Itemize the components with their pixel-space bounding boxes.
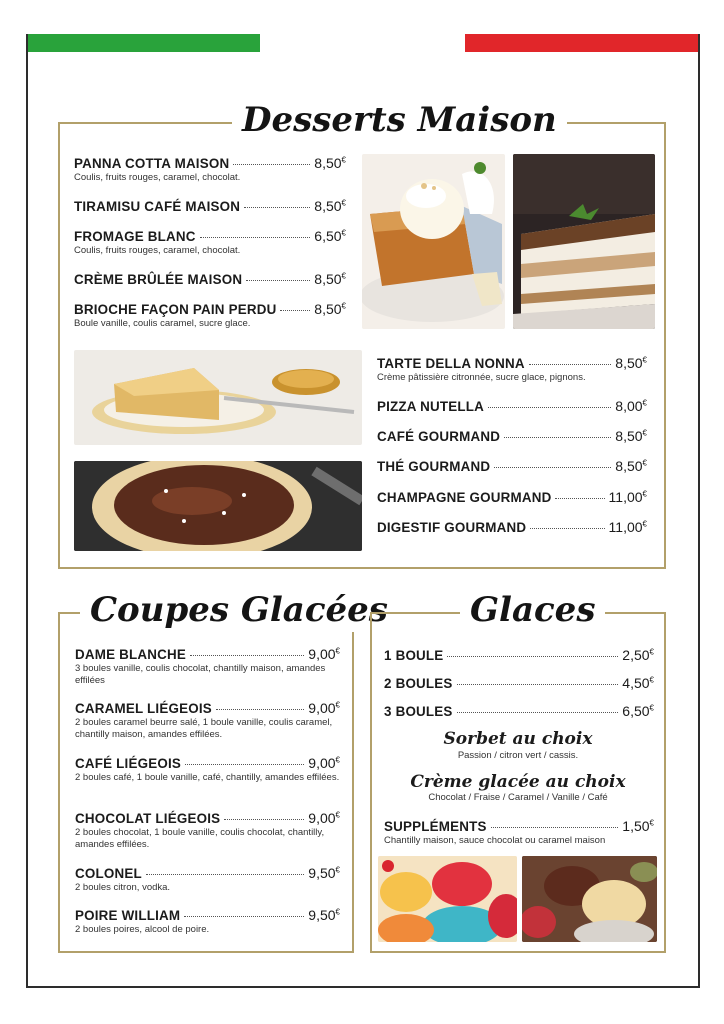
item-name: CRÈME BRÛLÉE MAISON bbox=[74, 272, 243, 287]
item-price: 9,00€ bbox=[308, 646, 340, 662]
item-name: CAFÉ LIÉGEOIS bbox=[75, 756, 182, 771]
menu-item bbox=[74, 301, 346, 330]
creme-title: Crème glacée au choix bbox=[410, 772, 626, 792]
menu-item bbox=[377, 398, 647, 414]
item-price: 11,00€ bbox=[608, 519, 647, 535]
photo-tiramisu bbox=[513, 154, 655, 329]
menu-item bbox=[75, 646, 340, 687]
item-name: 3 BOULES bbox=[384, 704, 453, 719]
item-price: 8,00€ bbox=[615, 398, 647, 414]
item-name: CHOCOLAT LIÉGEOIS bbox=[75, 811, 221, 826]
item-name: 2 BOULES bbox=[384, 676, 453, 691]
menu-item bbox=[384, 675, 654, 691]
menu-item bbox=[377, 489, 647, 505]
item-name: SUPPLÉMENTS bbox=[384, 819, 487, 834]
item-price: 9,00€ bbox=[308, 700, 340, 716]
item-price: 8,50€ bbox=[314, 155, 346, 171]
menu-item bbox=[384, 647, 654, 663]
item-name: DAME BLANCHE bbox=[75, 647, 187, 662]
item-name: 1 BOULE bbox=[384, 648, 444, 663]
item-desc: Boule vanille, coulis caramel, sucre glace. bbox=[74, 318, 251, 329]
item-desc: 2 boules café, 1 boule vanille, café, chantilly, amandes effilées. bbox=[75, 772, 340, 783]
item-price: 9,00€ bbox=[308, 810, 340, 826]
item-price: 8,50€ bbox=[615, 355, 647, 371]
photo-tarte-della-nonna bbox=[74, 350, 362, 445]
item-price: 6,50€ bbox=[314, 228, 346, 244]
item-price: 9,00€ bbox=[308, 755, 340, 771]
item-price: 9,50€ bbox=[308, 865, 340, 881]
item-price: 11,00€ bbox=[608, 489, 647, 505]
menu-item bbox=[75, 865, 340, 894]
menu-item bbox=[377, 428, 647, 444]
menu-item bbox=[74, 271, 346, 287]
item-desc: Chantilly maison, sauce chocolat ou caramel maison bbox=[384, 835, 606, 846]
item-name: POIRE WILLIAM bbox=[75, 908, 181, 923]
item-name: CARAMEL LIÉGEOIS bbox=[75, 701, 212, 716]
item-name: CHAMPAGNE GOURMAND bbox=[377, 490, 552, 505]
item-desc: 2 boules caramel beurre salé, 1 boule vanille, coulis caramel, chantilly maison, amandes effilées. bbox=[75, 717, 333, 740]
sorbet-title: Sorbet au choix bbox=[443, 729, 593, 749]
item-name: PANNA COTTA MAISON bbox=[74, 156, 230, 171]
item-name: TARTE DELLA NONNA bbox=[377, 356, 525, 371]
menu-item bbox=[377, 355, 647, 384]
menu-item bbox=[74, 155, 346, 184]
photo-pizza-nutella bbox=[74, 461, 362, 551]
menu-item bbox=[377, 458, 647, 474]
menu-item bbox=[75, 700, 340, 741]
item-name: TIRAMISU CAFÉ MAISON bbox=[74, 199, 241, 214]
creme-flavours: Chocolat / Fraise / Caramel / Vanille / Café bbox=[428, 792, 608, 803]
item-desc: 3 boules vanille, coulis chocolat, chantilly maison, amandes effilées bbox=[75, 663, 326, 686]
item-name: FROMAGE BLANC bbox=[74, 229, 196, 244]
item-price: 8,50€ bbox=[314, 301, 346, 317]
item-price: 6,50€ bbox=[622, 703, 654, 719]
item-price: 8,50€ bbox=[314, 271, 346, 287]
photo-ice-cream-scoops bbox=[522, 856, 657, 942]
sorbet-flavours: Passion / citron vert / cassis. bbox=[457, 750, 579, 761]
item-price: 8,50€ bbox=[615, 428, 647, 444]
item-name: COLONEL bbox=[75, 866, 142, 881]
desserts-title: Desserts Maison bbox=[232, 98, 567, 142]
menu-item bbox=[74, 198, 346, 214]
photo-brioche-ice-cream bbox=[362, 154, 505, 329]
item-desc: 2 boules poires, alcool de poire. bbox=[75, 924, 210, 935]
glaces-title: Glaces bbox=[460, 588, 605, 632]
item-desc: 2 boules citron, vodka. bbox=[75, 882, 171, 893]
menu-item bbox=[75, 810, 340, 851]
menu-item bbox=[377, 519, 647, 535]
item-price: 4,50€ bbox=[622, 675, 654, 691]
menu-item bbox=[75, 907, 340, 936]
menu-item bbox=[74, 228, 346, 257]
item-price: 1,50€ bbox=[622, 818, 654, 834]
item-price: 9,50€ bbox=[308, 907, 340, 923]
item-price: 8,50€ bbox=[314, 198, 346, 214]
menu-item bbox=[384, 703, 654, 719]
coupes-title: Coupes Glacées bbox=[80, 588, 398, 632]
item-name: DIGESTIF GOURMAND bbox=[377, 520, 527, 535]
item-name: CAFÉ GOURMAND bbox=[377, 429, 501, 444]
item-price: 2,50€ bbox=[622, 647, 654, 663]
menu-item bbox=[75, 755, 340, 784]
item-desc: Coulis, fruits rouges, caramel, chocolat. bbox=[74, 172, 241, 183]
item-name: PIZZA NUTELLA bbox=[377, 399, 484, 414]
item-price: 8,50€ bbox=[615, 458, 647, 474]
item-name: BRIOCHE FAÇON PAIN PERDU bbox=[74, 302, 277, 317]
item-desc: 2 boules chocolat, 1 boule vanille, coulis chocolat, chantilly, amandes effilées. bbox=[75, 827, 325, 850]
item-desc: Crème pâtissière citronnée, sucre glace, pignons. bbox=[377, 372, 586, 383]
item-name: THÉ GOURMAND bbox=[377, 459, 491, 474]
item-desc: Coulis, fruits rouges, caramel, chocolat. bbox=[74, 245, 241, 256]
menu-item bbox=[384, 818, 654, 847]
photo-sorbets bbox=[378, 856, 517, 942]
